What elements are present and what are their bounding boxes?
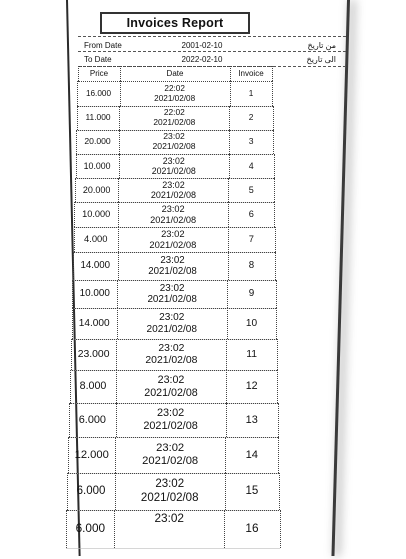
- column-divider: [115, 437, 116, 473]
- date-text: 2021/02/08: [151, 166, 196, 176]
- date-text: 2021/02/08: [150, 190, 196, 200]
- price-cell: 16.000: [85, 88, 111, 98]
- date-cell: [119, 154, 229, 178]
- column-divider: [224, 510, 225, 548]
- column-divider: [230, 81, 231, 106]
- date-text: 2021/02/08: [140, 491, 199, 504]
- time-text: 23:02: [157, 374, 185, 387]
- column-divider: [279, 473, 280, 510]
- column-divider: [115, 473, 116, 510]
- date-cell: [116, 370, 226, 403]
- column-divider: [274, 178, 275, 202]
- column-divider: [117, 308, 118, 339]
- row-divider: [70, 403, 278, 404]
- column-divider: [70, 370, 71, 403]
- date-cell: [117, 280, 227, 308]
- date-text: 2021/02/08: [152, 141, 196, 151]
- price-cell: 10.000: [82, 209, 111, 220]
- column-divider: [74, 202, 75, 227]
- column-divider: [71, 339, 72, 370]
- from-date-value: 2001-02-10: [181, 40, 223, 50]
- time-text: 23:02: [156, 407, 185, 420]
- price-cell: 23.000: [77, 348, 110, 360]
- column-divider: [273, 106, 274, 130]
- price-cell: 4.000: [84, 233, 108, 245]
- column-divider: [278, 403, 279, 437]
- time-text: 23:02: [156, 442, 185, 455]
- row-divider: [76, 130, 273, 131]
- invoice-cell: 9: [248, 288, 255, 300]
- column-divider: [69, 403, 70, 437]
- column-divider: [77, 81, 78, 106]
- invoice-cell: 14: [245, 448, 259, 461]
- invoice-cell: 5: [248, 184, 254, 195]
- column-divider: [227, 280, 228, 308]
- date-text: 2021/02/08: [146, 323, 198, 335]
- column-divider: [76, 154, 77, 178]
- row-divider: [76, 154, 274, 155]
- column-divider: [273, 130, 274, 154]
- date-cell: [118, 252, 228, 280]
- invoice-cell: 10: [245, 317, 258, 329]
- time-text: 23:02: [155, 478, 185, 491]
- row-divider: [78, 66, 272, 67]
- row-divider: [78, 81, 273, 82]
- column-divider: [229, 154, 230, 178]
- column-divider: [118, 252, 119, 280]
- time-text: 23:02: [163, 131, 185, 142]
- row-divider: [74, 227, 275, 228]
- date-text: 2021/02/08: [145, 354, 198, 366]
- column-divider: [119, 106, 120, 130]
- time-text: 23:02: [154, 511, 184, 525]
- row-divider: [71, 339, 276, 340]
- price-cell: 6.000: [78, 413, 106, 426]
- time-text: 23:02: [159, 282, 185, 294]
- from-date-label: From Date: [84, 40, 122, 50]
- column-divider: [229, 106, 230, 130]
- column-divider: [229, 130, 230, 154]
- column-divider: [274, 154, 275, 178]
- column-divider: [228, 252, 229, 280]
- column-divider: [226, 370, 227, 403]
- time-text: 23:02: [162, 155, 185, 166]
- date-text: 2021/02/08: [148, 266, 197, 277]
- row-divider: [73, 280, 276, 281]
- date-text: 2021/02/08: [153, 117, 196, 127]
- column-divider: [276, 280, 277, 308]
- invoice-cell: 3: [248, 136, 254, 147]
- row-divider: [75, 178, 274, 179]
- from-date-label-ar: من تاريخ: [307, 40, 336, 50]
- column-divider: [118, 227, 119, 252]
- column-divider: [72, 308, 73, 339]
- column-divider: [228, 227, 229, 252]
- date-cell: [119, 106, 229, 130]
- invoice-cell: 11: [246, 348, 257, 360]
- price-cell: 6.000: [75, 521, 106, 536]
- column-divider: [277, 370, 278, 403]
- price-cell: 20.000: [82, 184, 111, 195]
- invoice-cell: 1: [248, 88, 254, 98]
- row-divider: [68, 473, 279, 474]
- time-text: 23:02: [161, 227, 185, 239]
- row-divider: [73, 252, 275, 253]
- paper-right-edge: [331, 0, 350, 556]
- column-divider: [230, 66, 231, 81]
- row-divider: [70, 370, 277, 371]
- column-divider: [274, 202, 275, 227]
- column-divider: [225, 473, 226, 510]
- time-text: 23:02: [159, 311, 185, 323]
- invoice-cell: 4: [248, 160, 254, 171]
- column-header-invoice: Invoice: [238, 68, 264, 78]
- column-divider: [272, 81, 273, 106]
- column-divider: [117, 280, 118, 308]
- date-text: 2021/02/08: [142, 455, 199, 467]
- date-text: 2021/02/08: [144, 386, 198, 399]
- column-divider: [68, 437, 69, 473]
- price-cell: 8.000: [79, 380, 107, 393]
- column-divider: [120, 66, 121, 81]
- column-divider: [78, 66, 79, 81]
- date-text: 2021/02/08: [154, 93, 196, 103]
- price-cell: 20.000: [84, 136, 111, 147]
- time-text: 23:02: [161, 203, 185, 214]
- date-cell: [118, 227, 228, 252]
- to-date-label: To Date: [84, 54, 112, 64]
- price-cell: 10.000: [83, 160, 111, 171]
- date-text: 2021/02/08: [147, 294, 197, 305]
- invoice-cell: 15: [245, 484, 259, 497]
- date-cell: [119, 130, 229, 154]
- column-divider: [120, 81, 121, 106]
- row-divider: [75, 202, 275, 203]
- to-date-value: 2022-02-10: [181, 54, 223, 64]
- to-date-row: [80, 51, 346, 67]
- column-divider: [73, 252, 74, 280]
- time-text: 22:02: [163, 107, 185, 118]
- column-divider: [116, 370, 117, 403]
- price-cell: 11.000: [85, 112, 111, 123]
- column-divider: [277, 339, 278, 370]
- column-header-date: Date: [166, 68, 184, 78]
- column-divider: [72, 280, 73, 308]
- invoice-cell: 16: [245, 521, 259, 536]
- row-divider: [69, 437, 278, 438]
- time-text: 23:02: [158, 342, 185, 354]
- column-divider: [280, 510, 281, 548]
- price-cell: 6.000: [76, 484, 106, 497]
- column-divider: [119, 154, 120, 178]
- column-divider: [74, 227, 75, 252]
- time-text: 22:02: [164, 84, 185, 94]
- price-cell: 14.000: [78, 317, 110, 329]
- date-cell: [116, 403, 226, 437]
- column-divider: [228, 178, 229, 202]
- date-cell: [116, 339, 226, 370]
- invoice-cell: 7: [248, 233, 254, 245]
- column-divider: [276, 308, 277, 339]
- invoice-cell: 2: [248, 112, 254, 123]
- invoice-cell: 13: [245, 413, 258, 426]
- price-cell: 10.000: [79, 288, 110, 300]
- column-divider: [226, 339, 227, 370]
- column-divider: [226, 403, 227, 437]
- column-divider: [275, 227, 276, 252]
- column-divider: [114, 510, 115, 548]
- column-divider: [228, 202, 229, 227]
- column-divider: [272, 66, 273, 81]
- date-cell: [115, 473, 225, 510]
- table-row: [66, 548, 280, 549]
- to-date-label-ar: الى تاريخ: [306, 54, 336, 64]
- time-text: 23:02: [160, 254, 185, 266]
- date-cell: [118, 202, 228, 227]
- row-divider: [72, 308, 276, 309]
- column-header-price: Price: [89, 68, 109, 78]
- invoice-cell: 6: [248, 209, 254, 220]
- date-cell: [115, 437, 225, 473]
- date-text: 2021/02/08: [143, 420, 198, 432]
- column-divider: [119, 130, 120, 154]
- column-divider: [118, 178, 119, 202]
- column-divider: [118, 202, 119, 227]
- column-divider: [66, 510, 67, 548]
- row-divider: [77, 106, 273, 107]
- time-text: 23:02: [162, 179, 185, 190]
- column-divider: [116, 403, 117, 437]
- column-divider: [275, 252, 276, 280]
- date-text: 2021/02/08: [150, 214, 197, 225]
- column-divider: [77, 106, 78, 130]
- invoice-cell: 8: [248, 260, 255, 272]
- column-divider: [227, 308, 228, 339]
- date-cell: [117, 308, 227, 339]
- column-divider: [67, 473, 68, 510]
- date-cell: [120, 81, 230, 106]
- column-divider: [75, 178, 76, 202]
- date-text: 2021/02/08: [149, 238, 197, 250]
- column-divider: [76, 130, 77, 154]
- column-divider: [225, 437, 226, 473]
- report-title: Invoices Report: [100, 12, 250, 34]
- row-divider: [67, 510, 279, 511]
- column-divider: [116, 339, 117, 370]
- invoice-cell: 12: [245, 380, 258, 393]
- date-cell: [114, 510, 224, 548]
- date-cell: [118, 178, 228, 202]
- price-cell: 14.000: [80, 260, 111, 272]
- column-divider: [278, 437, 279, 473]
- price-cell: 12.000: [74, 448, 109, 461]
